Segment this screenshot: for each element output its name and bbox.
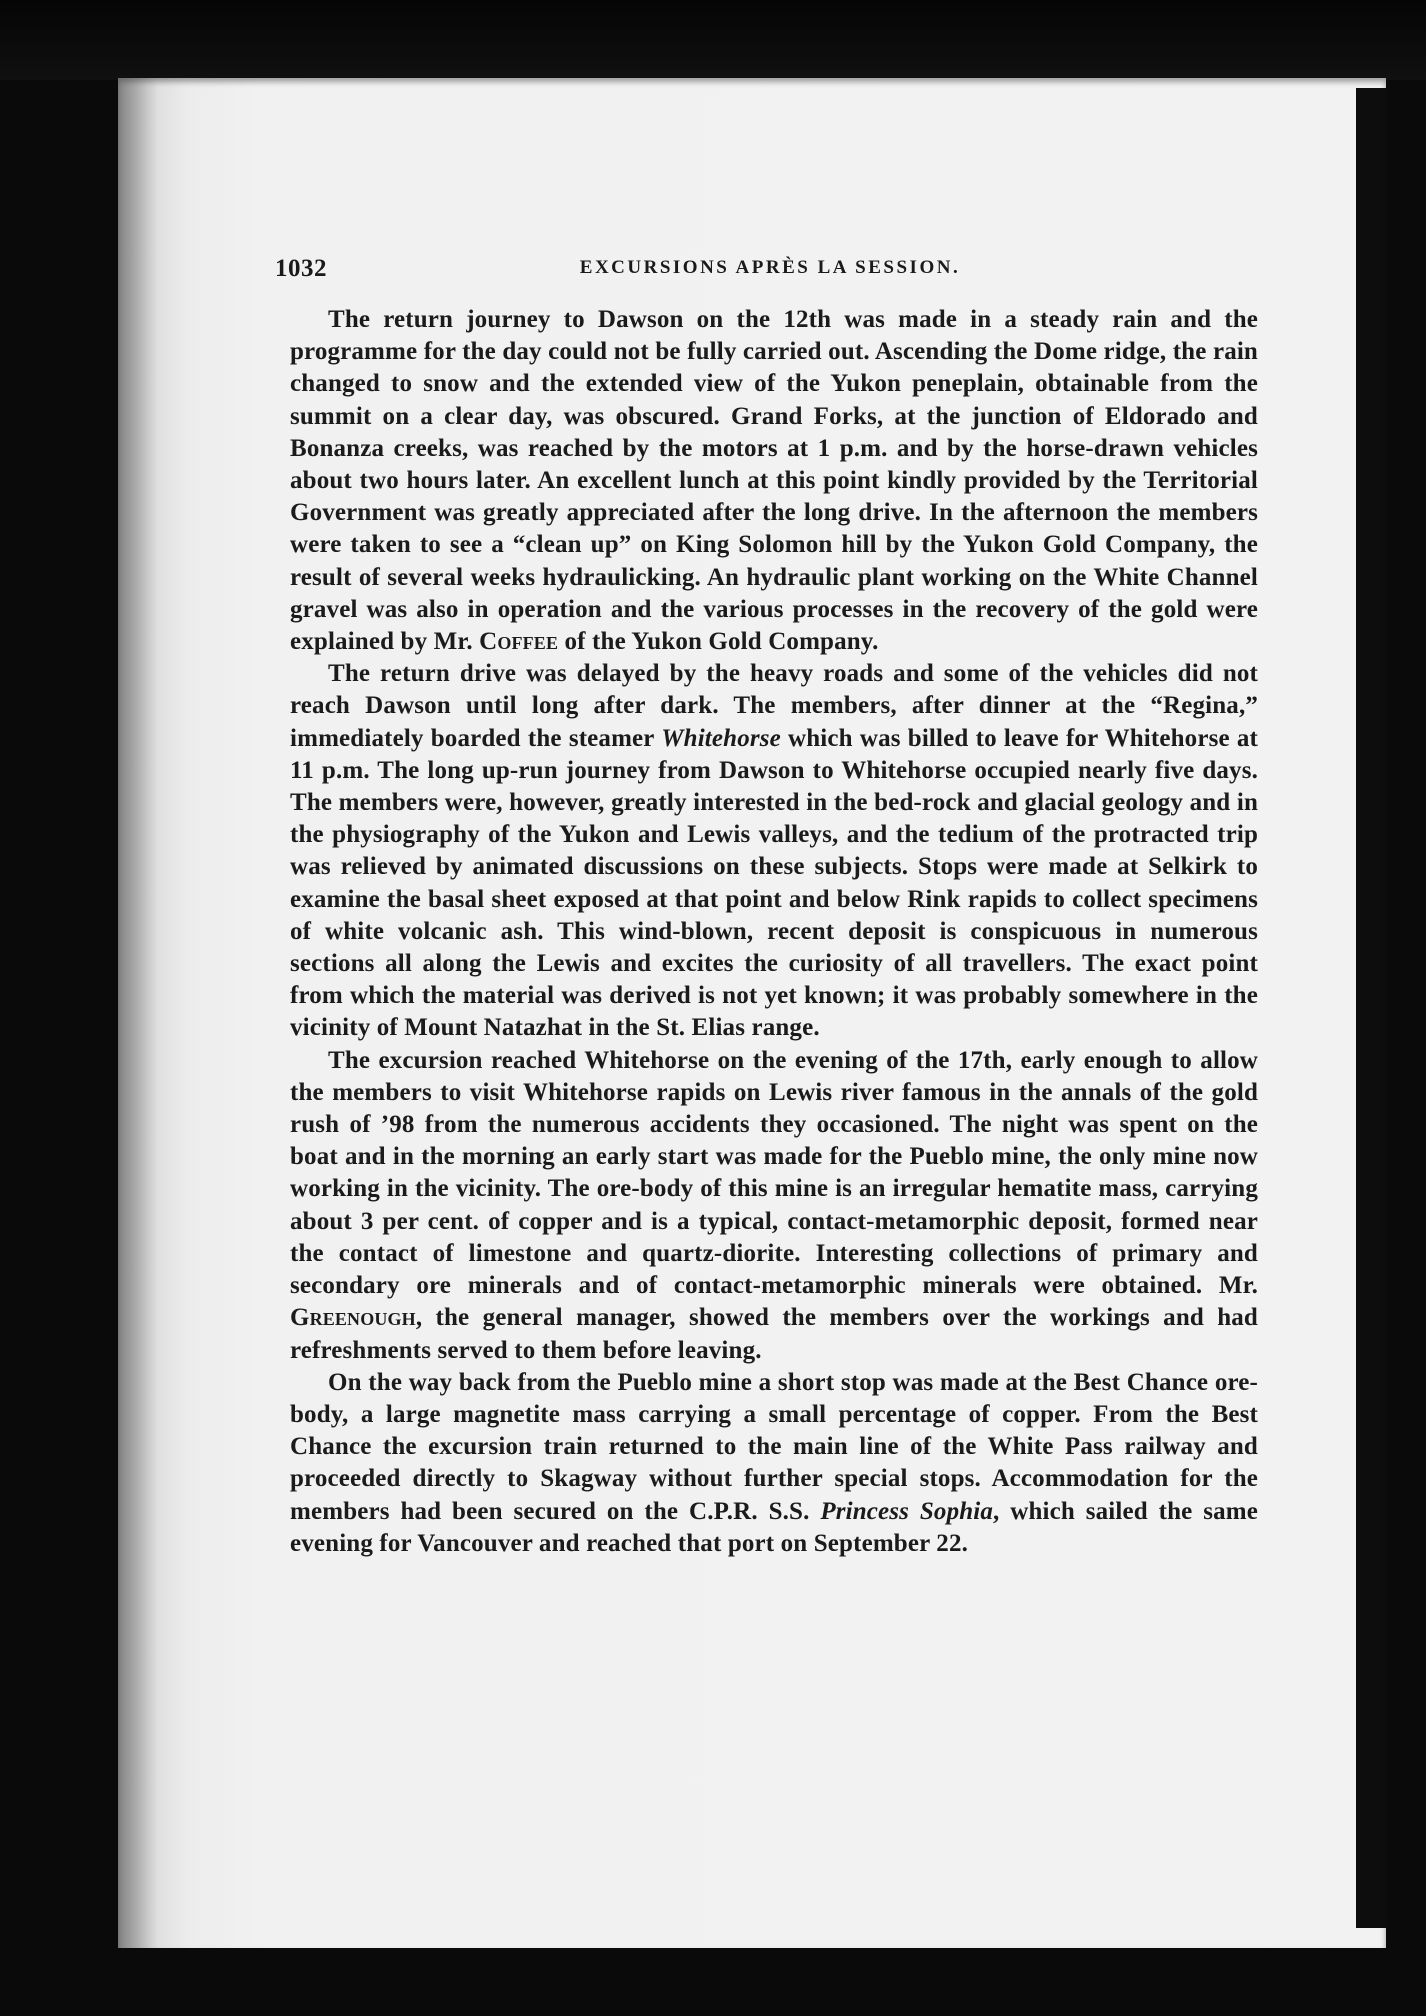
small-caps-name: Coffee [479,628,559,656]
paragraph-text: The excursion reached Whitehorse on the evening of the 17th, early enough to allow the members to visit Whitehorse rapids on Lewis river famous in the annals of the gold rush of ’98 from the numerous accidents they occasioned. The night was spent on the boat and in the morning an early start was made for the Pueblo mine, the only mine now working in the vicinity. The ore-body of this mine is an irregular hematite mass, carrying about 3 per cent. of copper and is a typical, contact-metamorphic deposit, formed near the contact of limestone and quartz-diorite. Interesting collections of primary and secondary ore minerals and of contact-metamorphic minerals were obtained. Mr. [290,1046,1258,1300]
page-right-shadow [1356,88,1386,1928]
paragraph-text: The return drive was delayed by the heavy roads and some of the vehicles did not reach Dawson until long after dark. The members, after dinner at the “Regina,” immediately boarded the steamer [290,660,1258,752]
italic-text: Princess Sophia [820,1497,994,1525]
paragraph [290,658,1258,1044]
paragraph [290,1045,1258,1367]
paragraph-text: of the Yukon Gold Company. [558,628,879,656]
body-text [290,304,1258,1560]
paragraph-text: The return journey to Dawson on the 12th was made in a steady rain and the programme for the day could not be fully carried out. Ascending the Dome ridge, the rain changed to snow and the extended view of the Yukon peneplain, obtainable from the summit on a clear day, was obscured. Grand Forks, at the junction of Eldorado and Bonanza creeks, was reached by the motors at 1 p.m. and by the horse-drawn vehicles about two hours later. An excellent lunch at this point kindly provided by the Territorial Government was greatly appreciated after the long drive. In the afternoon the members were taken to see a “clean up” on King Solomon hill by the Yukon Gold Company, the result of several weeks hydraulicking. An hydraulic plant working on the White Channel gravel was also in operation and the various processes in the recovery of the gold were explained by Mr. [290,306,1258,656]
scanner-bed [0,0,1426,80]
small-caps-name: Greenough [290,1304,416,1332]
italic-text: Whitehorse [661,724,781,752]
paragraph-text: , which sailed the same evening for Vancouver and reached that port on September 22. [290,1497,1259,1557]
paragraph-text: On the way back from the Pueblo mine a short stop was made at the Best Chance ore-body, a large magnetite mass carrying a small percentage of copper. From the Best Chance the excursion train returned to the main line of the White Pass railway and proceeded directly to Skagway without further special stops. Accommodation for the members had been secured on the C.P.R. S.S. [290,1368,1258,1525]
page-number: 1032 [275,255,327,282]
running-title: EXCURSIONS APRÈS LA SESSION. [579,257,961,278]
paragraph [290,304,1258,658]
paragraph-text: , the general manager, showed the members over the workings and had refreshments served to them before leaving. [290,1304,1258,1364]
paragraph [290,1367,1258,1560]
paragraph-text: which was billed to leave for Whitehorse at 11 p.m. The long up-run journey from Dawson to Whitehorse occupied nearly five days. The members were, however, greatly interested in the bed-rock and glacial geology and in the physiography of the Yukon and Lewis valleys, and the tedium of the protracted trip was relieved by animated discussions on these subjects. Stops were made at Selkirk to examine the basal sheet exposed at that point and below Rink rapids to collect specimens of white volcanic ash. This wind-blown, recent deposit is conspicuous in numerous sections all along the Lewis and excites the curiosity of all travellers. The exact point from which the material was derived is not yet known; it was probably somewhere in the vicinity of Mount Natazhat in the St. Elias range. [290,724,1258,1042]
running-head [275,255,1265,285]
